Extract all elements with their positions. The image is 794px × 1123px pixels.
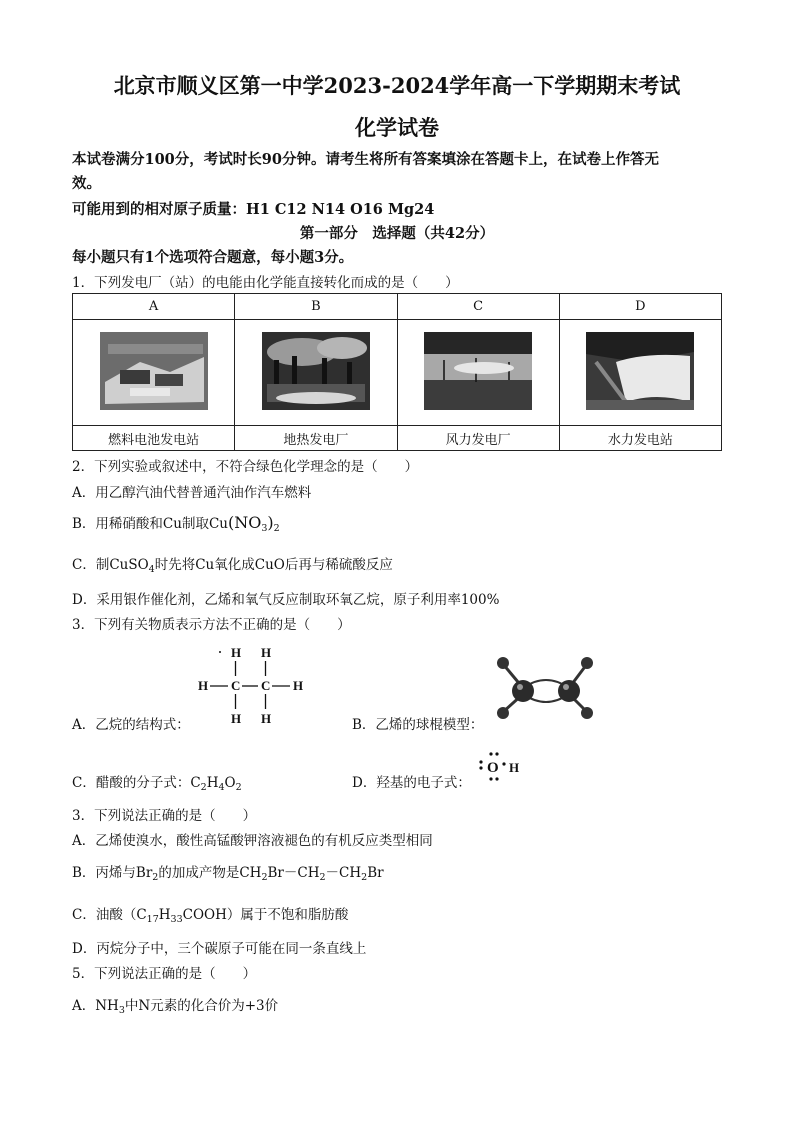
q1-header-a: A — [73, 294, 235, 320]
q1-header-c: C — [397, 294, 559, 320]
q3-option-d: D．羟基的电子式： — [352, 775, 471, 791]
q2-option-c: C．制CuSO$_4$时先将Cu氧化成CuO后再与稀硫酸反应 — [72, 557, 393, 575]
q2-option-a: A．用乙醇汽油代替普通汽油作汽车燃料 — [72, 485, 312, 501]
q1-label-d: 水力发电站 — [559, 426, 721, 451]
struct-h-top-right: H — [261, 645, 272, 660]
struct-h-bottom-left: H — [231, 711, 242, 726]
dot-o: O — [487, 760, 499, 776]
ethylene-ball-and-stick-model — [487, 650, 607, 726]
q1-stem: 1．下列发电厂（站）的电能由化学能直接转化而成的是（ ） — [72, 275, 459, 291]
part-heading: 第一部分 选择题（共42分） — [299, 225, 495, 242]
q4-option-a: A．乙烯使溴水，酸性高锰酸钾溶液褪色的有机反应类型相同 — [72, 833, 433, 849]
instruction: 每小题只有1个选项符合题意，每小题3分。 — [72, 249, 354, 266]
page-subtitle: 化学试卷 — [355, 115, 439, 140]
ethane-structural-formula — [192, 642, 312, 728]
q3-option-c: C．醋酸的分子式：$C_2H_4O_2$ — [72, 775, 242, 793]
q1-options-table — [72, 293, 722, 451]
intro-line-2: 效。 — [72, 175, 101, 192]
geothermal-plant-photo — [262, 332, 370, 410]
q1-header-b: B — [235, 294, 397, 320]
fuel-cell-station-photo — [100, 332, 208, 410]
q2-stem: 2．下列实验或叙述中，不符合绿色化学理念的是（ ） — [72, 459, 419, 475]
struct-c-left: C — [231, 678, 241, 693]
q2-option-d: D．采用银作催化剂，乙烯和氧气反应制取环氧乙烷，原子利用率100% — [72, 592, 500, 608]
struct-h-top-left: H — [231, 645, 242, 660]
struct-h-left: H — [198, 678, 209, 693]
q1-label-a: 燃料电池发电站 — [73, 426, 235, 451]
q1-label-c: 风力发电厂 — [397, 426, 559, 451]
q4-stem: 3．下列说法正确的是（ ） — [72, 808, 257, 824]
wind-farm-photo — [424, 332, 532, 410]
q4-option-c: C．油酸$(C_{17}H_{33}COOH)$属于不饱和脂肪酸 — [72, 907, 349, 925]
hydroxyl-electron-formula — [477, 750, 527, 784]
q5-option-a: A．$NH_3$中N元素的化合价为+3价 — [72, 998, 279, 1016]
q3-option-a: A．乙烷的结构式： — [72, 717, 190, 733]
q3-option-b: B．乙烯的球棍模型： — [352, 717, 484, 733]
dot-h: H — [509, 760, 520, 775]
intro-line-1: 本试卷满分100分，考试时长90分钟。请考生将所有答案填涂在答题卡上，在试卷上作答无 — [72, 151, 659, 168]
q5-stem: 5．下列说法正确的是（ ） — [72, 966, 257, 982]
struct-c-right: C — [261, 678, 271, 693]
page-title: 北京市顺义区第一中学2023-2024学年高一下学期期末考试 — [113, 73, 681, 98]
q2-option-b: B．用稀硝酸和Cu制取$Cu(NO_3)_2$ — [72, 513, 280, 534]
struct-h-right: H — [293, 678, 304, 693]
q4-option-b: B．丙烯与$Br_2$的加成产物是$CH_2Br-CH_2-CH_2Br$ — [72, 865, 384, 883]
q3-stem: 3．下列有关物质表示方法不正确的是（ ） — [72, 617, 351, 633]
struct-h-bottom-right: H — [261, 711, 272, 726]
atomic-masses: 可能用到的相对原子质量：H1 C12 N14 O16 Mg24 — [72, 201, 435, 218]
q4-option-d: D．丙烷分子中，三个碳原子可能在同一条直线上 — [72, 941, 367, 957]
hydropower-station-photo — [586, 332, 694, 410]
q1-label-b: 地热发电厂 — [235, 426, 397, 451]
q1-header-d: D — [559, 294, 721, 320]
